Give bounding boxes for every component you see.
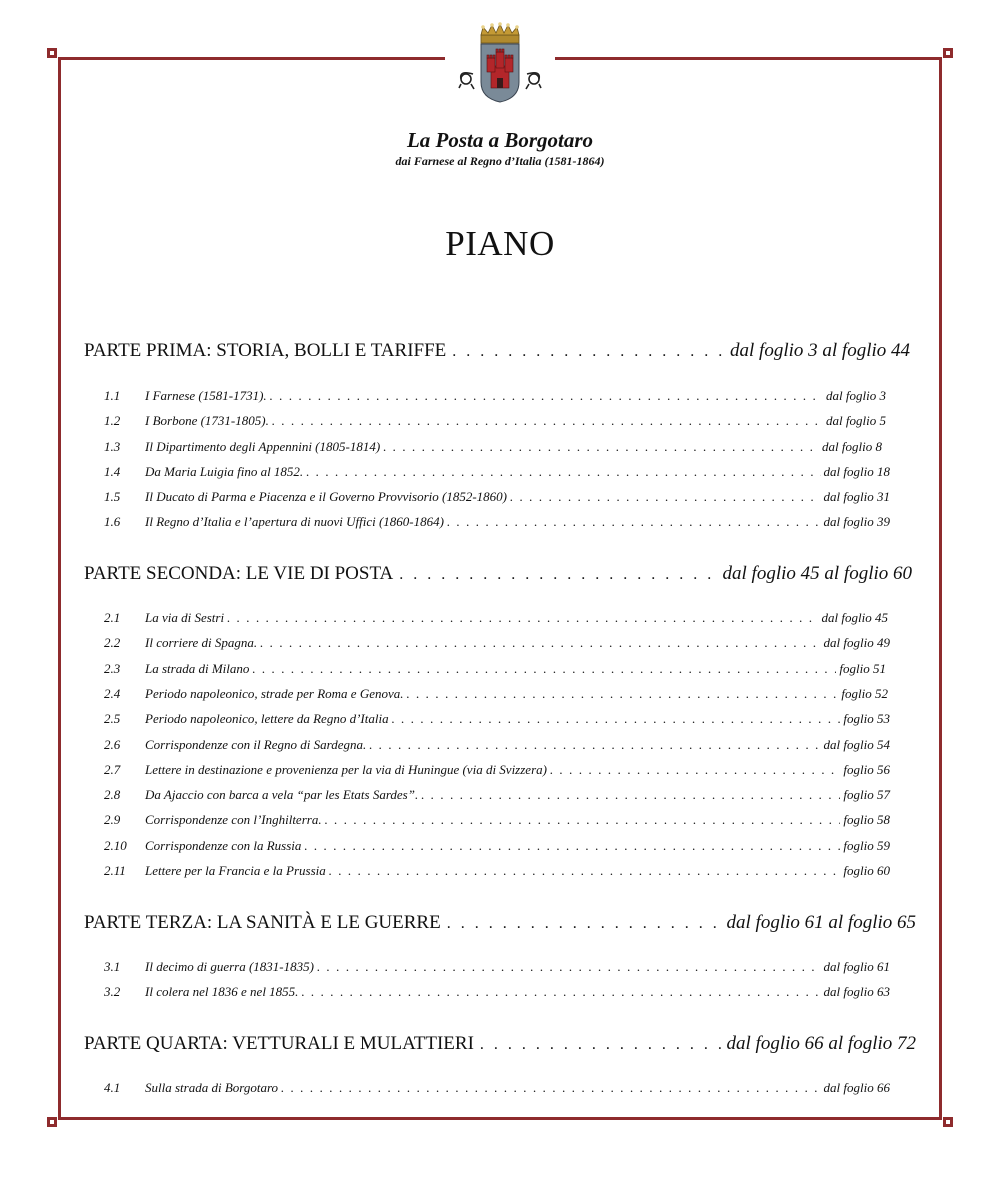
plan-heading: PIANO	[445, 224, 555, 263]
frame-corner	[943, 48, 953, 58]
entry-title: Il colera nel 1836 e nel 1855.	[145, 984, 299, 999]
toc-entry	[104, 984, 890, 1000]
entry-page: dal foglio 61	[823, 959, 890, 974]
dot-leader	[447, 915, 721, 933]
toc-entry	[104, 413, 886, 429]
part-range: dal foglio 66 al foglio 72	[726, 1033, 916, 1054]
entry-title: Periodo napoleonico, lettere da Regno d’Italia	[145, 711, 389, 726]
dot-leader	[252, 661, 836, 677]
dot-leader	[301, 984, 820, 1000]
entry-number: 1.3	[104, 439, 121, 454]
toc-entry	[104, 711, 890, 727]
entry-number: 1.4	[104, 464, 121, 479]
frame-corner	[47, 1117, 57, 1127]
entry-title: Corrispondenze con l’Inghilterra.	[145, 812, 322, 827]
toc-entry	[104, 489, 890, 505]
dot-leader	[272, 413, 823, 429]
part-range: dal foglio 3 al foglio 44	[730, 340, 910, 361]
toc-entry	[104, 635, 890, 651]
toc-entry	[104, 762, 890, 778]
entry-title: Lettere in destinazione e provenienza per la via di Huningue (via di Svizzera)	[145, 762, 547, 777]
dot-leader	[317, 959, 821, 975]
entry-number: 3.2	[104, 984, 121, 999]
dot-leader	[260, 635, 820, 651]
entry-title: Il Ducato di Parma e Piacenza e il Governo Provvisorio (1852-1860)	[145, 489, 508, 504]
toc-entry	[104, 838, 890, 854]
toc-entry	[104, 737, 890, 753]
entry-title: Il Dipartimento degli Appennini (1805-1814)	[145, 439, 381, 454]
entry-number: 2.9	[104, 812, 121, 827]
toc-entry	[104, 661, 886, 677]
post-horn-icon	[526, 73, 541, 89]
entry-title: Il Regno d’Italia e l’apertura di nuovi Uffici (1860-1864)	[145, 514, 444, 529]
entry-page: dal foglio 45	[821, 610, 888, 625]
entry-page: foglio 58	[843, 812, 890, 827]
entry-number: 1.2	[104, 413, 121, 428]
part-heading	[84, 340, 910, 362]
dot-leader	[270, 388, 823, 404]
dot-leader	[306, 464, 820, 480]
entry-title: Il decimo di guerra (1831-1835)	[145, 959, 314, 974]
part-range: dal foglio 45 al foglio 60	[722, 563, 912, 584]
entry-number: 2.1	[104, 610, 121, 625]
entry-title: La strada di Milano	[145, 661, 250, 676]
dot-leader	[383, 439, 819, 455]
toc-entry	[104, 439, 882, 455]
toc-entry	[104, 959, 890, 975]
entry-page: dal foglio 3	[826, 388, 886, 403]
dot-leader	[447, 514, 821, 530]
toc-entry	[104, 514, 890, 530]
entry-number: 1.5	[104, 489, 121, 504]
frame-corner	[47, 48, 57, 58]
entry-title: Lettere per la Francia e la Prussia	[145, 863, 326, 878]
toc-entry	[104, 464, 890, 480]
part-title: PARTE SECONDA: LE VIE DI POSTA	[84, 563, 394, 584]
entry-number: 2.5	[104, 711, 121, 726]
dot-leader	[421, 787, 840, 803]
entry-page: dal foglio 54	[823, 737, 890, 752]
dot-leader	[510, 489, 821, 505]
entry-page: dal foglio 66	[823, 1080, 890, 1095]
entry-page: dal foglio 5	[826, 413, 886, 428]
dot-leader	[407, 686, 839, 702]
toc-entry	[104, 787, 890, 803]
entry-page: dal foglio 18	[823, 464, 890, 479]
entry-page: dal foglio 63	[823, 984, 890, 999]
dot-leader	[325, 812, 841, 828]
document-subtitle: dai Farnese al Regno d’Italia (1581-1864)	[395, 154, 605, 168]
dot-leader	[399, 566, 716, 584]
entry-title: Da Maria Luigia fino al 1852.	[145, 464, 304, 479]
toc-entry	[104, 863, 890, 879]
entry-page: dal foglio 39	[823, 514, 890, 529]
toc-entry	[104, 610, 888, 626]
post-horn-icon	[459, 73, 474, 89]
entry-number: 2.6	[104, 737, 121, 752]
entry-title: Corrispondenze con il Regno di Sardegna.	[145, 737, 367, 752]
entry-number: 2.8	[104, 787, 121, 802]
part-heading	[84, 1033, 916, 1055]
entry-title: Sulla strada di Borgotaro	[145, 1080, 279, 1095]
part-title: PARTE TERZA: LA SANITÀ E LE GUERRE	[84, 912, 441, 933]
entry-title: Corrispondenze con la Russia	[145, 838, 302, 853]
dot-leader	[329, 863, 841, 879]
dot-leader	[369, 737, 820, 753]
toc-entry	[104, 812, 890, 828]
entry-number: 2.2	[104, 635, 121, 650]
entry-title: I Farnese (1581-1731).	[145, 388, 267, 403]
dot-leader	[480, 1036, 721, 1054]
entry-title: Il corriere di Spagna.	[145, 635, 258, 650]
entry-title: La via di Sestri	[145, 610, 225, 625]
entry-title: Periodo napoleonico, strade per Roma e Genova.	[145, 686, 404, 701]
toc-entry	[104, 686, 888, 702]
entry-page: dal foglio 8	[822, 439, 882, 454]
entry-page: foglio 52	[841, 686, 888, 701]
document-title: La Posta a Borgotaro	[406, 128, 594, 152]
dot-leader	[550, 762, 840, 778]
frame-corner	[943, 1117, 953, 1127]
entry-page: foglio 53	[843, 711, 890, 726]
entry-page: foglio 56	[843, 762, 890, 777]
entry-title: Da Ajaccio con barca a vela “par les Etats Sardes”.	[145, 787, 419, 802]
entry-title: I Borbone (1731-1805).	[145, 413, 269, 428]
entry-number: 2.11	[104, 863, 126, 878]
entry-number: 3.1	[104, 959, 121, 974]
dot-leader	[392, 711, 841, 727]
entry-page: foglio 60	[843, 863, 890, 878]
dot-leader	[281, 1080, 821, 1096]
part-title: PARTE PRIMA: STORIA, BOLLI E TARIFFE	[84, 340, 447, 361]
entry-number: 1.1	[104, 388, 121, 403]
toc-entry	[104, 388, 886, 404]
toc-entry	[104, 1080, 890, 1096]
entry-number: 2.3	[104, 661, 121, 676]
part-heading	[84, 563, 912, 585]
part-range: dal foglio 61 al foglio 65	[726, 912, 916, 933]
part-title: PARTE QUARTA: VETTURALI E MULATTIERI	[84, 1033, 474, 1054]
entry-page: foglio 59	[843, 838, 890, 853]
part-heading	[84, 912, 916, 934]
entry-number: 2.7	[104, 762, 121, 777]
entry-page: dal foglio 49	[823, 635, 890, 650]
entry-page: dal foglio 31	[823, 489, 890, 504]
entry-number: 4.1	[104, 1080, 121, 1095]
entry-page: foglio 51	[839, 661, 886, 676]
dot-leader	[304, 838, 840, 854]
entry-page: foglio 57	[843, 787, 890, 802]
dot-leader	[227, 610, 818, 626]
dot-leader	[452, 343, 724, 361]
entry-number: 2.4	[104, 686, 121, 701]
entry-number: 1.6	[104, 514, 121, 529]
entry-number: 2.10	[104, 838, 127, 853]
coat-of-arms-icon	[445, 18, 555, 108]
